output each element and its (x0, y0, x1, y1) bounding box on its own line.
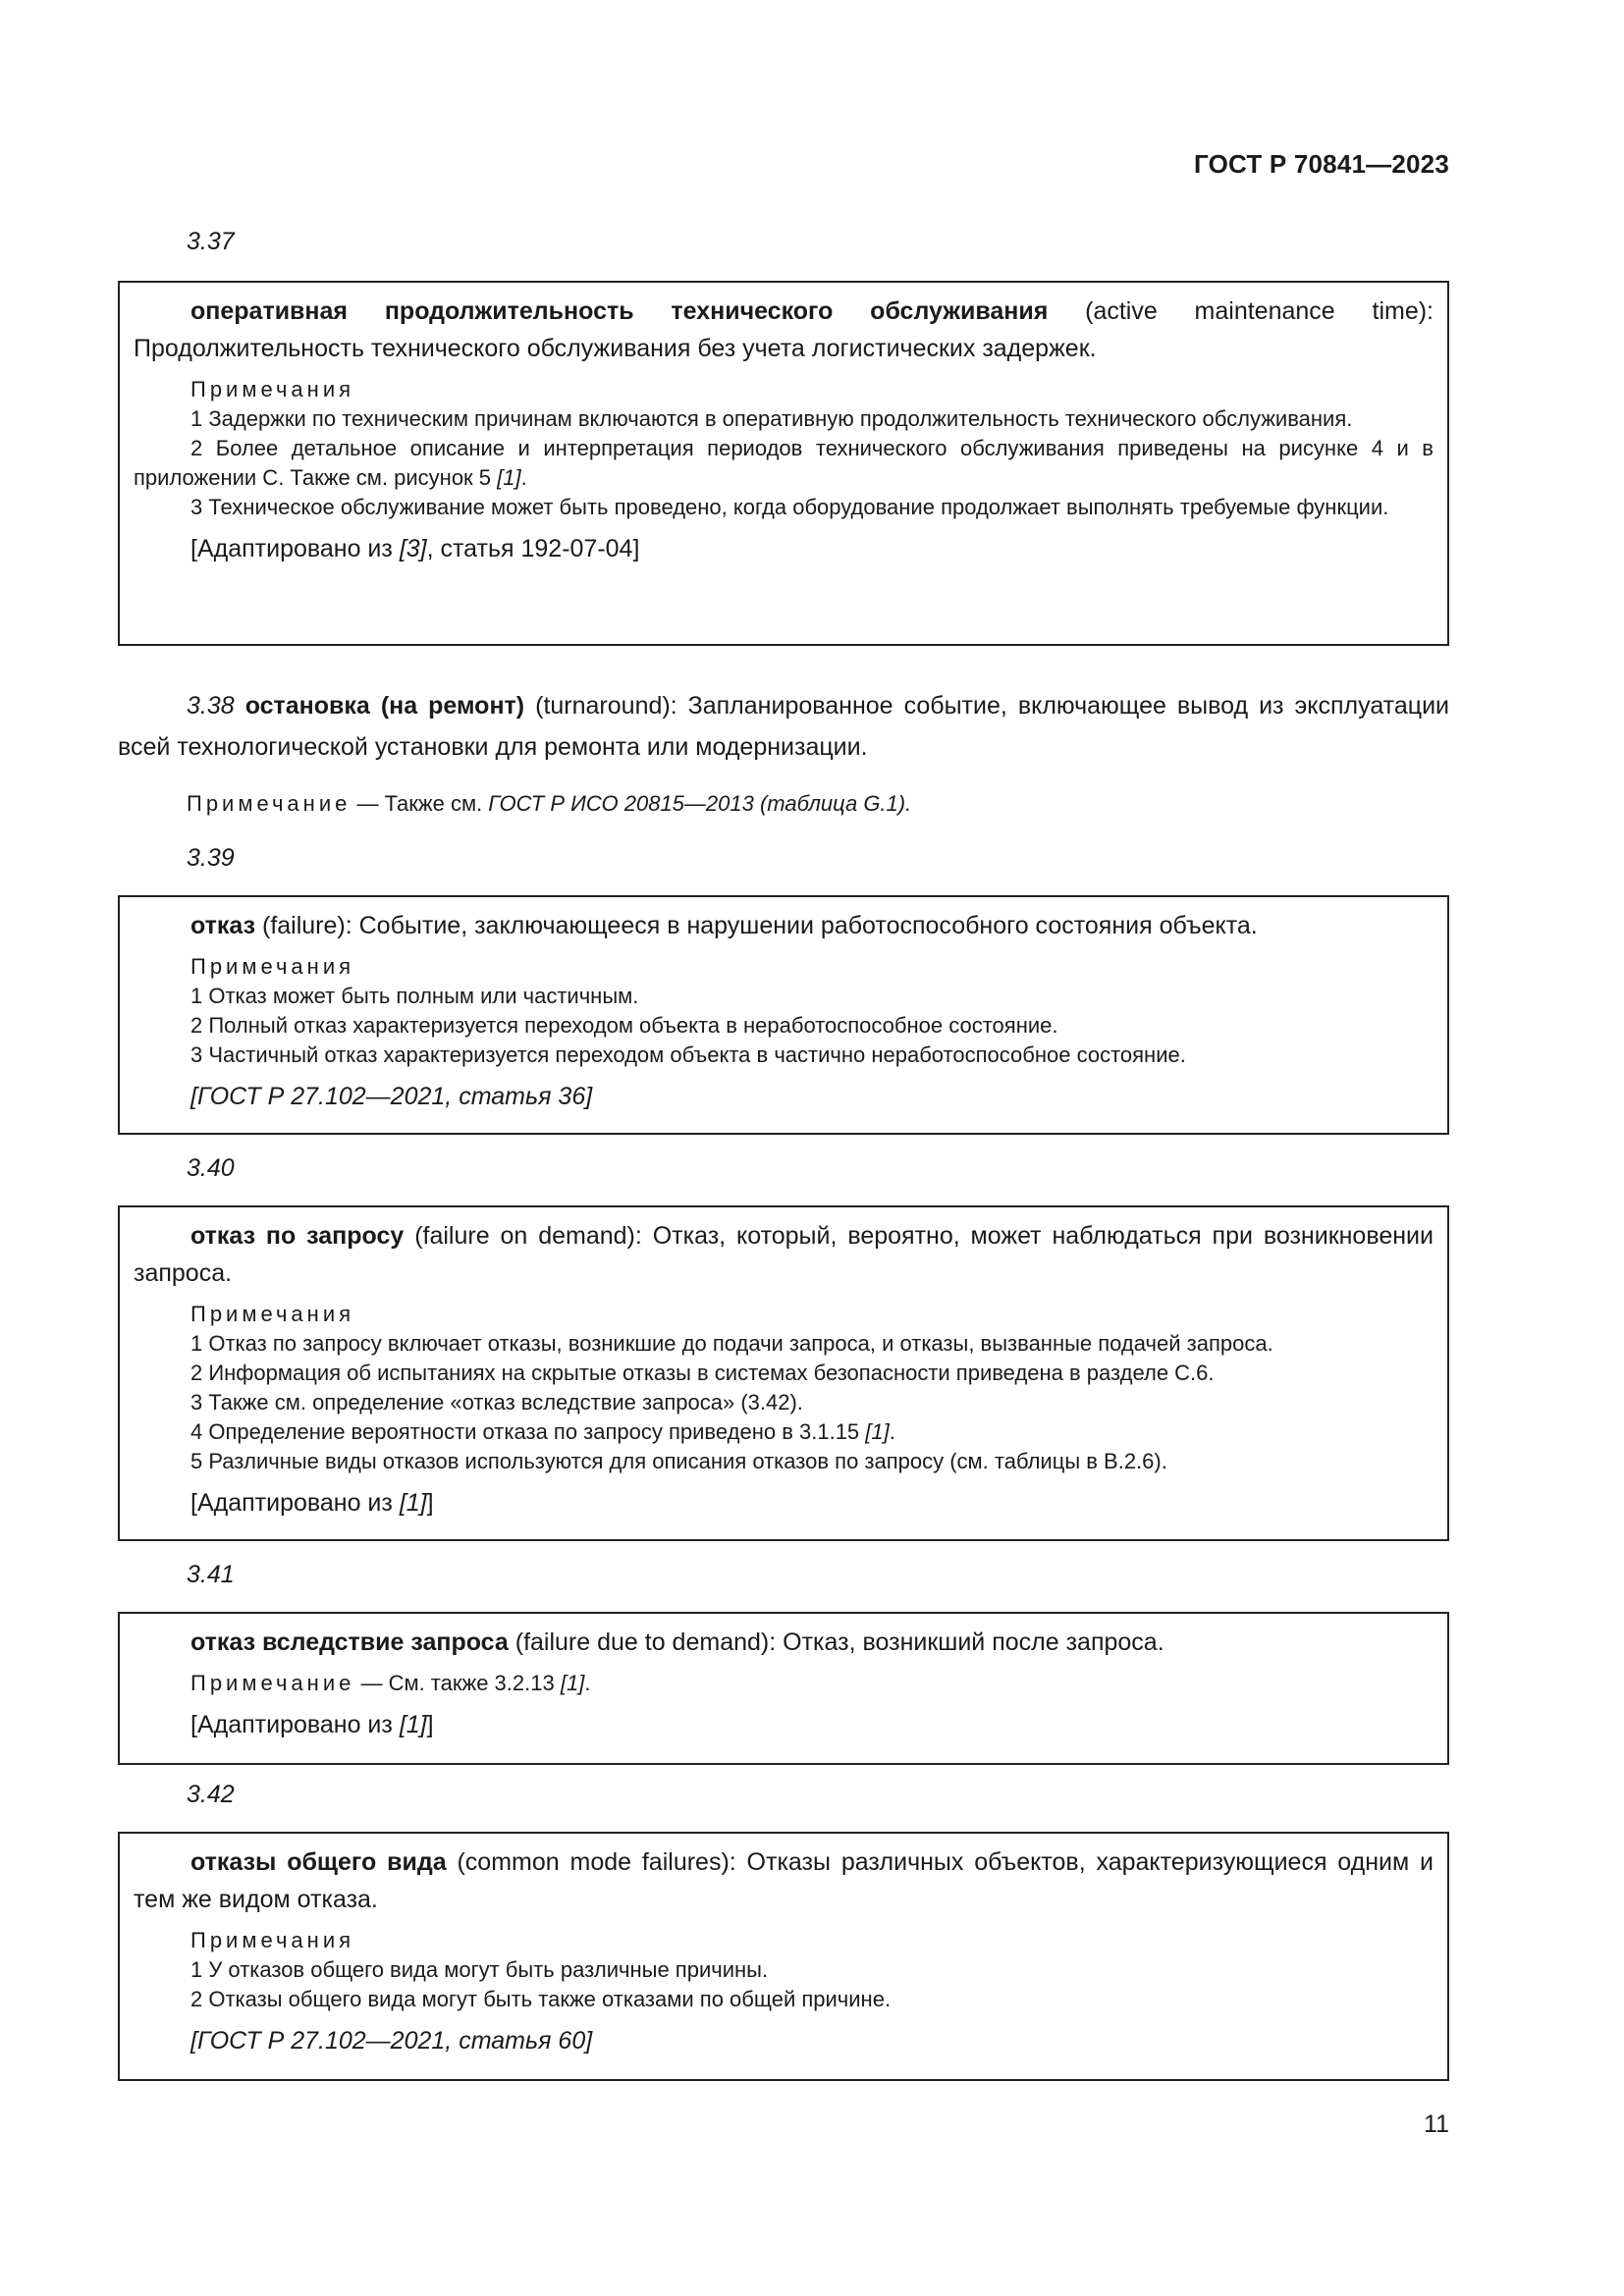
clause-number-3-39: 3.39 (187, 844, 235, 872)
term-name: отказ вследствие запроса (190, 1629, 509, 1656)
definition-box-3-39 (118, 895, 1449, 1135)
note-3: 3 Также см. определение «отказ вследствие запроса» (3.42). (190, 1390, 803, 1415)
note-1: 1 Отказ может быть полным или частичным. (190, 984, 639, 1008)
document-header: ГОСТ Р 70841—2023 (1194, 149, 1449, 179)
definition-box-3-41 (118, 1612, 1449, 1765)
note-2: 2 Полный отказ характеризуется переходом объекта в неработоспособное состояние. (190, 1013, 1058, 1038)
term-definition (134, 1624, 1434, 1661)
definition-box-3-37 (118, 281, 1449, 646)
term-text: (common mode failures): Отказы различных объектов, характеризующиеся одним и тем же видом отказа. (134, 1848, 1435, 1913)
note-1: 1 Отказ по запросу включает отказы, возникшие до подачи запроса, и отказы, вызванные подачей запроса. (190, 1331, 1273, 1356)
source-reference: [Адаптировано из [1]] (190, 1711, 434, 1738)
clause-number-3-40: 3.40 (187, 1154, 235, 1182)
bibliography-ref: [1] (497, 465, 521, 490)
note-3: 3 Техническое обслуживание может быть проведено, когда оборудование продолжает выполнять требуемые функции. (190, 495, 1389, 519)
term-name: остановка (на ремонт) (244, 692, 525, 720)
note-3-38: Примечание — Также см. ГОСТ Р ИСО 20815—2013 (таблица G.1). (187, 791, 912, 816)
source-reference: [ГОСТ Р 27.102—2021, статья 60] (190, 2027, 593, 2055)
notes-heading: Примечания (190, 377, 355, 401)
note-3: 3 Частичный отказ характеризуется переходом объекта в частично неработоспособное состояние. (190, 1042, 1186, 1067)
note-1: 1 У отказов общего вида могут быть различные причины. (190, 1957, 769, 1982)
note-4: 4 Определение вероятности отказа по запросу приведено в 3.1.15 [1]. (190, 1419, 895, 1444)
term-name: отказы общего вида (190, 1848, 447, 1876)
definition-box-3-40 (118, 1205, 1449, 1541)
source-reference: [ГОСТ Р 27.102—2021, статья 36] (190, 1083, 593, 1110)
source-reference: [Адаптировано из [3], статья 192-07-04] (190, 535, 640, 562)
note-2: 2 Более детальное описание и интерпретация периодов технического обслуживания приведены на рисунке 4 и в приложении С. Также см. рисунок 5 [1]. (134, 436, 1434, 490)
term-name: отказ (190, 912, 256, 939)
term-definition (134, 293, 1434, 367)
page-number: 11 (1424, 2110, 1449, 2138)
term-name: оперативная продолжительность технического обслуживания (190, 297, 1049, 325)
term-text: (failure): Событие, заключающееся в нарушении работоспособного состояния объекта. (255, 912, 1258, 939)
note-1: 1 Задержки по техническим причинам включаются в оперативную продолжительность технического обслуживания. (190, 406, 1353, 431)
clause-number-3-38: 3.38 (187, 692, 235, 720)
note-2: 2 Отказы общего вида могут быть также отказами по общей причине. (190, 1987, 892, 2011)
term-name: отказ по запросу (190, 1222, 405, 1250)
note-3-41: Примечание — См. также 3.2.13 [1]. (190, 1671, 591, 1695)
term-text: (turnaround): Запланированное событие, включающее вывод из эксплуатации всей технологической установки для ремонта или модернизации. (118, 692, 1449, 761)
term-definition (134, 1217, 1434, 1292)
term-definition (134, 907, 1434, 944)
term-text: (failure on demand): Отказ, который, вероятно, может наблюдаться при возникновении запроса. (134, 1222, 1434, 1287)
term-definition (134, 1843, 1434, 1918)
note-2: 2 Информация об испытаниях на скрытые отказы в системах безопасности приведена в разделе С.6. (190, 1361, 1215, 1385)
notes-heading: Примечания (190, 1928, 355, 1952)
clause-number-3-42: 3.42 (187, 1781, 235, 1808)
term-text: (failure due to demand): Отказ, возникший после запроса. (508, 1629, 1164, 1656)
term-text: (active maintenance time): Продолжительность технического обслуживания без учета логистических задержек. (134, 297, 1434, 362)
clause-number-3-37: 3.37 (187, 228, 235, 255)
clause-number-3-41: 3.41 (187, 1561, 235, 1588)
notes-heading: Примечания (190, 954, 355, 979)
notes-heading: Примечания (190, 1302, 355, 1326)
note-5: 5 Различные виды отказов используются для описания отказов по запросу (см. таблицы в В.2.6). (190, 1449, 1167, 1473)
source-reference: [Адаптировано из [1]] (190, 1489, 434, 1517)
definition-box-3-42 (118, 1832, 1449, 2081)
definition-paragraph-3-38 (118, 685, 1449, 768)
bibliography-ref: [1] (865, 1419, 890, 1444)
